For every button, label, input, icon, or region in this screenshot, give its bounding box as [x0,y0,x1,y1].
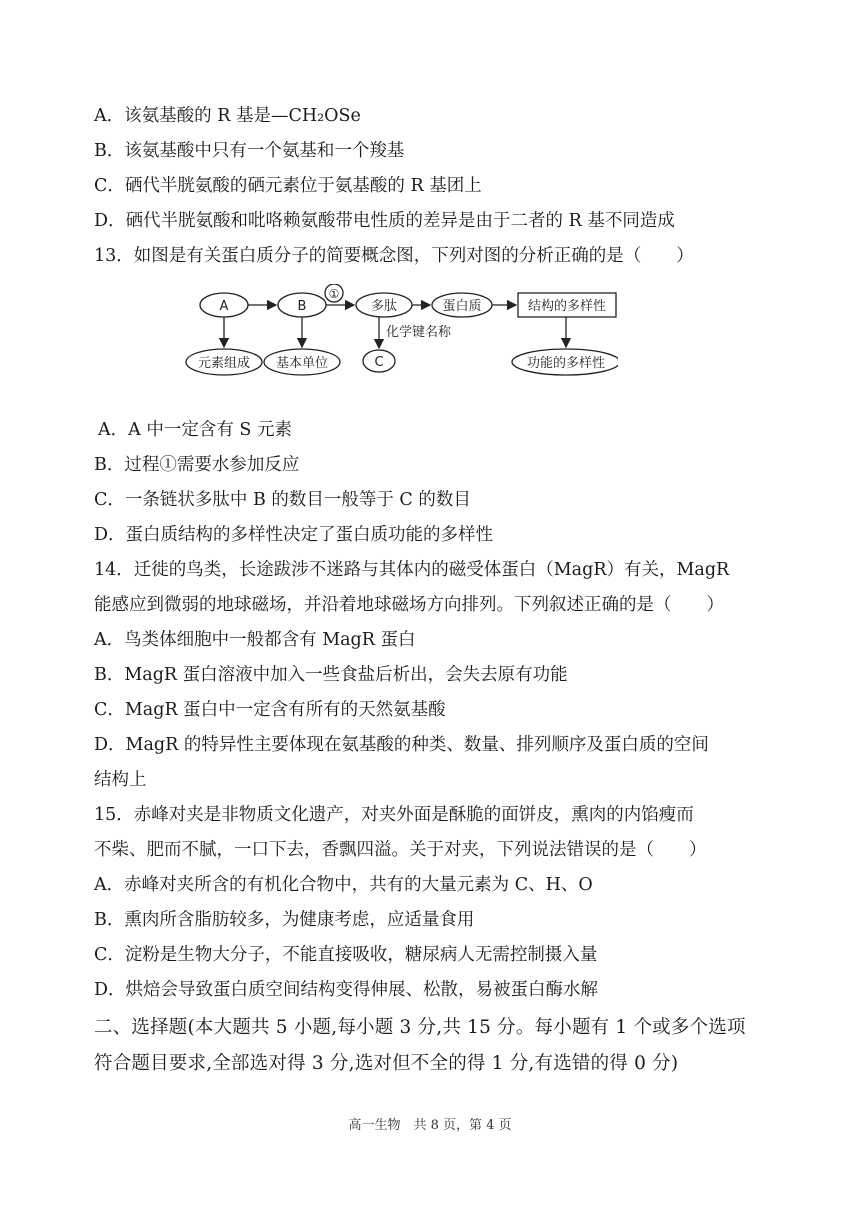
node-structure-label: 结构的多样性 [527,299,607,314]
q12-option-a: A．该氨基酸的 R 基是—CH₂OSe [94,106,361,126]
q14-option-c: C．MagR 蛋白中一定含有所有的天然氨基酸 [94,700,446,720]
q14-stem-line2: 能感应到微弱的地球磁场，并沿着地球磁场方向排列。下列叙述正确的是（ ） [94,595,724,615]
q13-option-d: D．蛋白质结构的多样性决定了蛋白质功能的多样性 [94,525,494,545]
q15-option-c: C．淀粉是生物大分子，不能直接吸收，糖尿病人无需控制摄入量 [94,945,598,965]
node-unit-label: 基本单位 [275,356,329,371]
page-footer: 高一生物 共 8 页，第 4 页 [348,1118,512,1133]
protein-concept-diagram [178,284,618,380]
q14-option-b: B．MagR 蛋白溶液中加入一些食盐后析出，会失去原有功能 [94,665,568,685]
q14-option-d-continued: 结构上 [94,770,147,790]
q13-option-c: C．一条链状多肽中 B 的数目一般等于 C 的数目 [94,490,471,510]
node-elements-label: 元素组成 [197,356,251,371]
q13-option-b: B．过程①需要水参加反应 [94,455,300,475]
node-c-label: C [374,355,384,370]
q14-option-a: A．鸟类体细胞中一般都含有 MagR 蛋白 [94,630,416,650]
section2-heading-line2: 符合题目要求,全部选对得 3 分,选对但不全的得 1 分,有选错的得 0 分) [94,1053,679,1074]
node-b-label: B [297,299,307,314]
node-a-label: A [219,299,229,314]
step1-label: ① [328,287,340,301]
node-protein-label: 蛋白质 [442,299,482,314]
q12-option-c: C．硒代半胱氨酸的硒元素位于氨基酸的 R 基团上 [94,176,482,196]
q14-option-d: D．MagR 的特异性主要体现在氨基酸的种类、数量、排列顺序及蛋白质的空间 [94,735,709,755]
q12-option-b: B．该氨基酸中只有一个氨基和一个羧基 [94,141,405,161]
q15-stem-line1: 15．赤峰对夹是非物质文化遗产，对夹外面是酥脆的面饼皮，熏肉的内馅瘦而 [94,805,694,825]
q13-option-a: A．A 中一定含有 S 元素 [98,420,292,440]
q15-option-d: D．烘焙会导致蛋白质空间结构变得伸展、松散，易被蛋白酶水解 [94,980,599,1000]
q14-stem-line1: 14．迁徙的鸟类，长途跋涉不迷路与其体内的磁受体蛋白（MagR）有关，MagR [94,560,730,580]
node-function-label: 功能的多样性 [526,356,606,371]
bond-name-label: 化学键名称 [386,325,452,340]
q13-stem: 13．如图是有关蛋白质分子的简要概念图，下列对图的分析正确的是（ ） [94,246,694,266]
q15-option-b: B．熏肉所含脂肪较多，为健康考虑，应适量食用 [94,910,475,930]
node-peptide-label: 多肽 [370,299,398,314]
q15-option-a: A．赤峰对夹所含的有机化合物中，共有的大量元素为 C、H、O [94,875,593,895]
q12-option-d: D．硒代半胱氨酸和吡咯赖氨酸带电性质的差异是由于二者的 R 基不同造成 [94,211,675,231]
section2-heading-line1: 二、选择题(本大题共 5 小题,每小题 3 分,共 15 分。每小题有 1 个或多个选项 [94,1017,746,1038]
q15-stem-line2: 不柴、肥而不腻，一口下去，香飘四溢。关于对夹，下列说法错误的是（ ） [94,840,707,860]
